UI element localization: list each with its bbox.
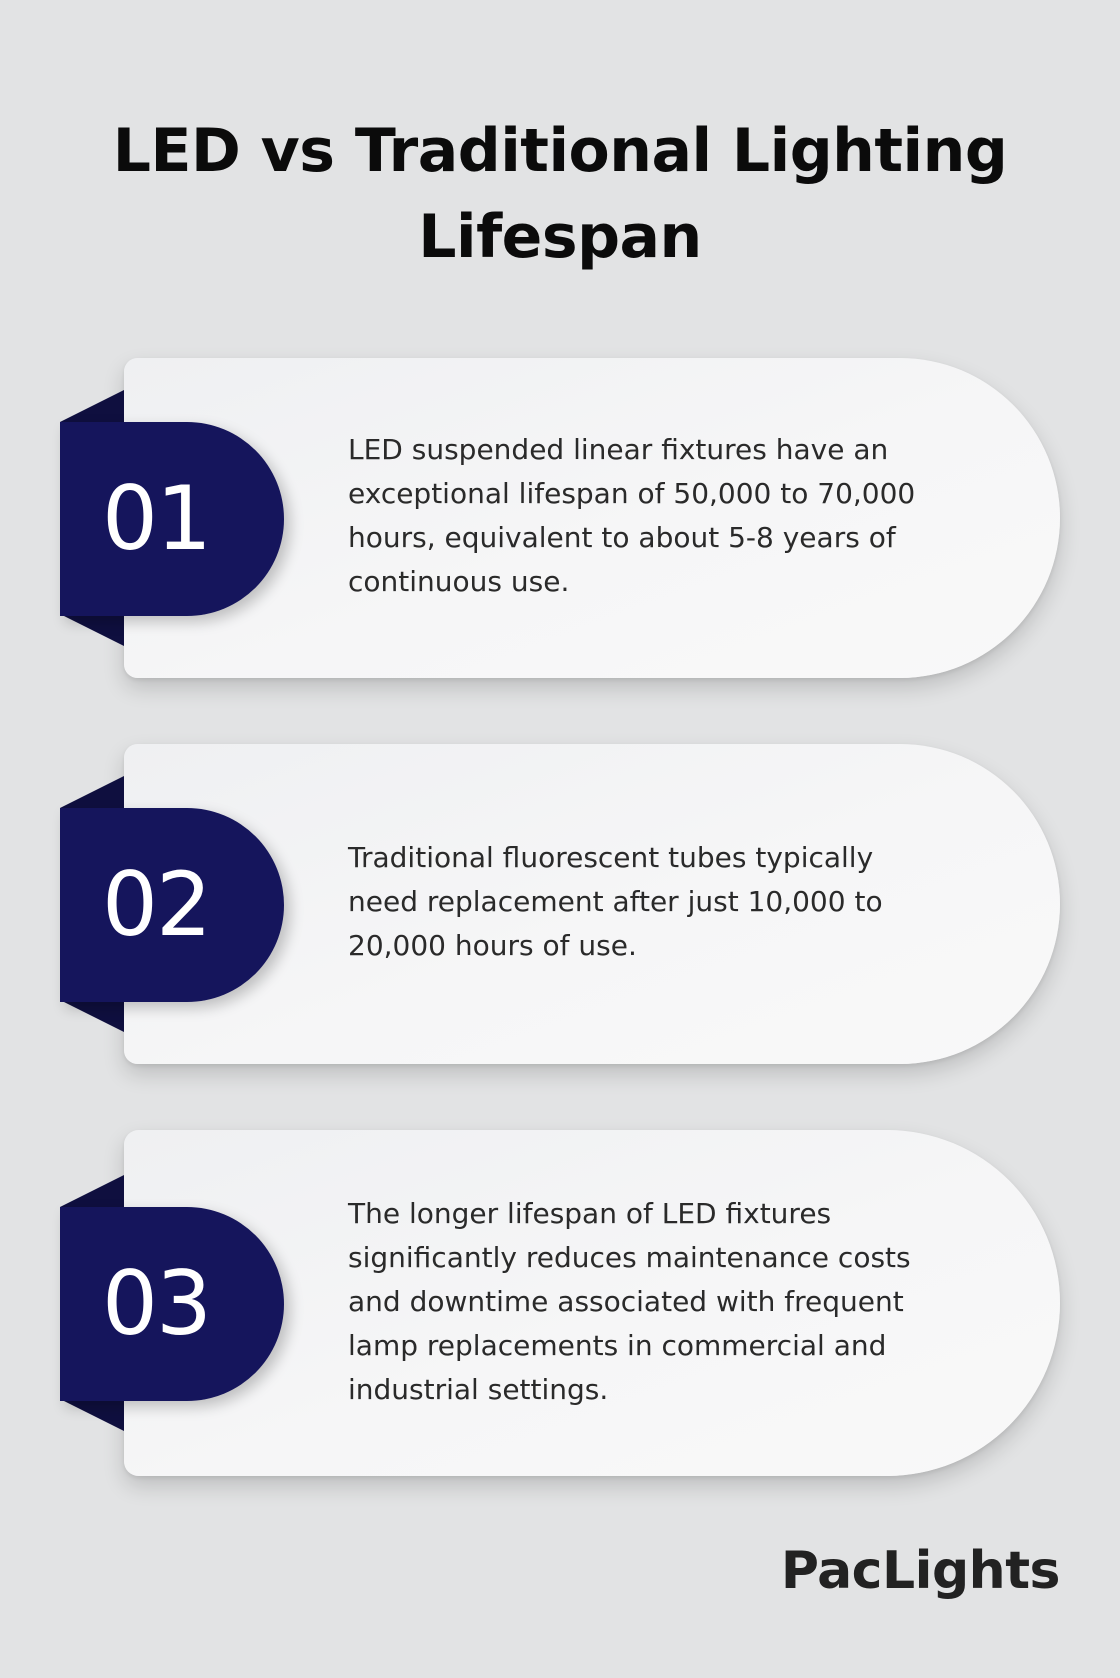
page-title: LED vs Traditional Lighting Lifespan — [112, 116, 1008, 272]
step-card-1 — [0, 358, 1120, 678]
step-number: 03 — [102, 1252, 210, 1355]
ribbon-fold-bottom — [60, 1399, 124, 1431]
step-number: 01 — [102, 467, 210, 570]
step-description: LED suspended linear fixtures have an exceptional lifespan of 50,000 to 70,000 hours, equivalent to about 5-8 years of continuous use. — [348, 433, 916, 598]
ribbon-fold-bottom — [60, 1000, 124, 1032]
step-number-badge — [60, 1207, 284, 1401]
step-number-badge — [60, 808, 284, 1002]
step-number: 02 — [102, 853, 210, 956]
step-number-badge — [60, 422, 284, 616]
ribbon-fold-bottom — [60, 614, 124, 646]
ribbon-fold-top — [60, 1175, 124, 1207]
step-card-2 — [0, 744, 1120, 1064]
ribbon-fold-top — [60, 776, 124, 808]
step-description: Traditional fluorescent tubes typically need replacement after just 10,000 to 20,000 hours of use. — [348, 841, 883, 962]
ribbon-fold-top — [60, 390, 124, 422]
brand-logo: PacLights — [780, 1541, 1060, 1601]
step-card-3 — [0, 1130, 1120, 1476]
step-description: The longer lifespan of LED fixtures significantly reduces maintenance costs and downtime associated with frequent lamp replacements in commercial and industrial settings. — [348, 1197, 911, 1406]
